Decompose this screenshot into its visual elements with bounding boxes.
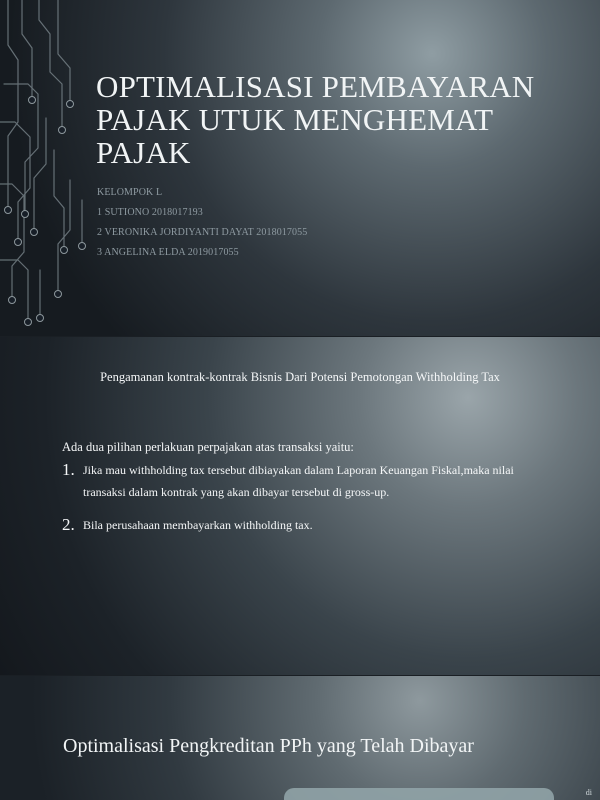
- slide-1-title: OPTIMALISASI PEMBAYARAN PAJAK UTUK MENGHEMAT PAJAK: [96, 69, 535, 170]
- slide-3-title: Optimalisasi Pengkreditan PPh yang Telah Dibayar: [63, 735, 474, 757]
- member-3: 3 ANGELINA ELDA 2019017055: [97, 247, 239, 258]
- group-members: [97, 183, 307, 263]
- list-text: Jika mau withholding tax tersebut dibiayakan dalam Laporan Keuangan Fiskal,maka nilai transaksi dalam kontrak yang akan dibayar tersebut di gross-up.: [83, 463, 514, 499]
- slide-2-intro: Ada dua pilihan perlakuan perpajakan atas transaksi yaitu:: [62, 440, 354, 454]
- list-text: Bila perusahaan membayarkan withholding tax.: [83, 518, 313, 532]
- content-slide: [0, 337, 600, 675]
- member-2: 2 VERONIKA JORDIYANTI DAYAT 2018017055: [97, 227, 308, 238]
- list-number: 1.: [62, 460, 75, 479]
- list-item: [62, 460, 562, 503]
- list-number: 2.: [62, 515, 75, 534]
- tax-options-list: [62, 460, 562, 549]
- group-name: KELOMPOK L: [97, 187, 163, 198]
- bottom-content-box: [284, 788, 554, 800]
- next-slide-preview: [0, 676, 600, 800]
- member-1: 1 SUTIONO 2018017193: [97, 207, 203, 218]
- title-slide: [0, 0, 600, 336]
- slide-2-heading: Pengamanan kontrak-kontrak Bisnis Dari Potensi Pemotongan Withholding Tax: [100, 370, 500, 384]
- list-item: [62, 515, 562, 537]
- corner-fragment: di: [585, 788, 592, 797]
- circuit-decoration: [0, 0, 95, 336]
